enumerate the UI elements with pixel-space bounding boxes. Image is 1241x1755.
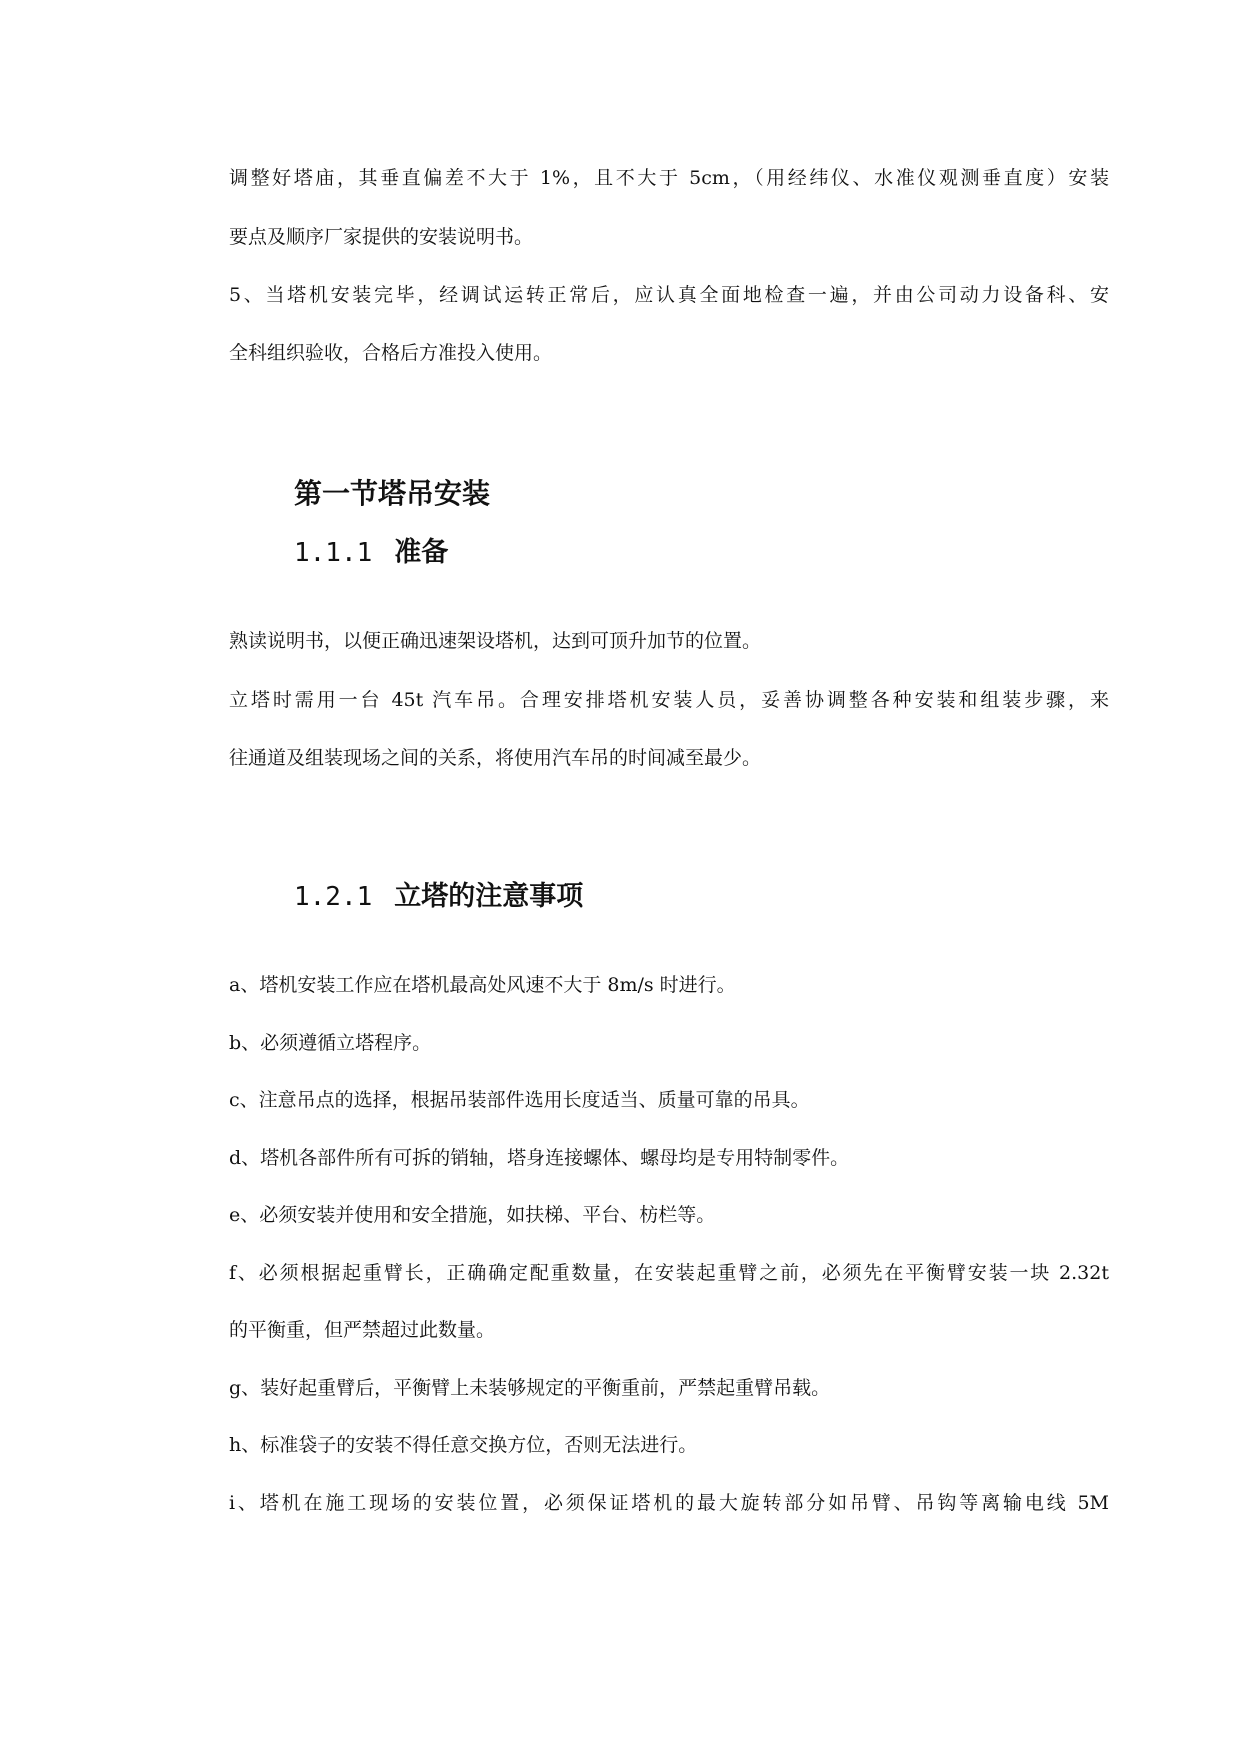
intro-item-5-line-1: 5、当塔机安装完毕，经调试运转正常后，应认真全面地检查一遍，并由公司动力设备科、安 — [229, 284, 1109, 306]
intro-line-1: 调整好塔庙，其垂直偏差不大于 1%，且不大于 5cm，（用经纬仪、水准仪观测垂直度）安装 — [229, 167, 1109, 189]
notice-item-f-line-2: 的平衡重，但严禁超过此数量。 — [229, 1319, 496, 1341]
notice-item-e: e、必须安装并使用和安全措施，如扶梯、平台、枋栏等。 — [229, 1204, 716, 1226]
notice-item-b: b、必须遵循立塔程序。 — [229, 1032, 432, 1054]
notice-item-h: h、标准袋子的安装不得任意交换方位，否则无法进行。 — [229, 1434, 698, 1456]
subsection-number: 1.1.1 — [294, 538, 373, 568]
notice-item-f-line-1: f、必须根据起重臂长，正确确定配重数量，在安装起重臂之前，必须先在平衡臂安装一块 2.32t — [229, 1262, 1109, 1284]
prep-paragraph-2-line-1: 立塔时需用一台 45t 汽车吊。合理安排塔机安装人员，妥善协调整各种安装和组装步骤，来 — [229, 689, 1109, 711]
intro-line-2: 要点及顺序厂家提供的安装说明书。 — [229, 226, 534, 248]
notice-item-g: g、装好起重臂后，平衡臂上未装够规定的平衡重前，严禁起重臂吊载。 — [229, 1377, 831, 1399]
subsection-title: 立塔的注意事项 — [394, 881, 584, 912]
section-title: 第一节塔吊安装 — [294, 477, 491, 510]
subsection-number: 1.2.1 — [294, 882, 373, 912]
subsection-title: 准备 — [394, 537, 449, 568]
subsection-heading-2 — [294, 880, 583, 914]
notice-item-c: c、注意吊点的选择，根据吊装部件选用长度适当、质量可靠的吊具。 — [229, 1089, 810, 1111]
prep-paragraph-1: 熟读说明书，以便正确迅速架设塔机，达到可顶升加节的位置。 — [229, 630, 762, 652]
notice-item-d: d、塔机各部件所有可拆的销轴，塔身连接螺体、螺母均是专用特制零件。 — [229, 1147, 850, 1169]
notice-item-i-line-1: i、塔机在施工现场的安装位置，必须保证塔机的最大旋转部分如吊臂、吊钩等离输电线 5M — [229, 1492, 1109, 1514]
prep-paragraph-2-line-2: 往通道及组装现场之间的关系，将使用汽车吊的时间减至最少。 — [229, 747, 762, 769]
subsection-heading-1 — [294, 536, 448, 570]
notice-item-a: a、塔机安装工作应在塔机最高处风速不大于 8m/s 时进行。 — [229, 974, 736, 996]
intro-item-5-line-2: 全科组织验收，合格后方准投入使用。 — [229, 342, 553, 364]
